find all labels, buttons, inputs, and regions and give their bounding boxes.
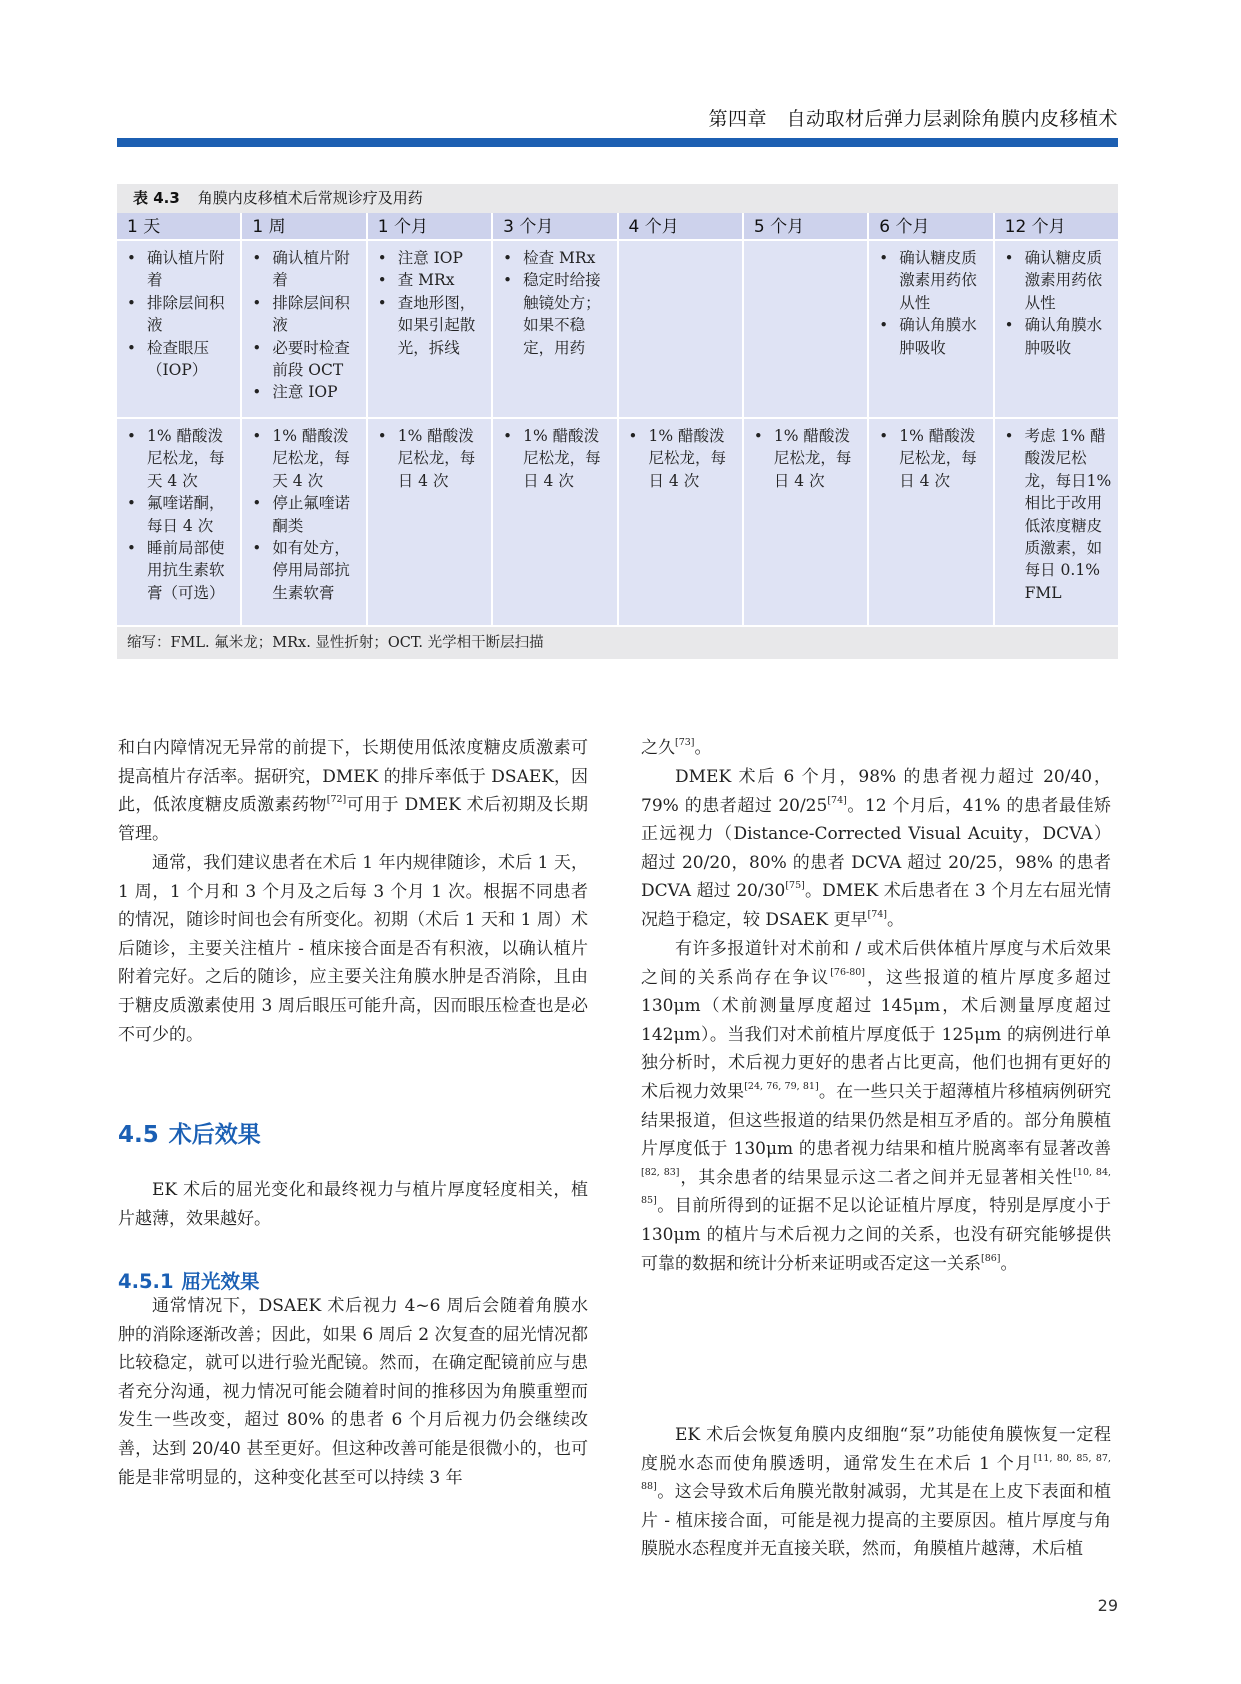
table-column-header: 5 个月 <box>744 213 869 239</box>
page-number: 29 <box>1097 1596 1118 1615</box>
paragraph-text: ，这些报道的植片厚度多超过 130μm（术前测量厚度超过 145μm，术后测量厚度超过 142μm）。当我们对术前植片厚度低于 125μm 的病例进行单独分析时，术后视力更好的患者占比更高，他们也拥有更好的术后视力效果 <box>641 967 1112 1102</box>
table-bullet-item: • 1% 醋酸泼尼松龙，每日 4 次 <box>627 425 736 492</box>
table-bullet-item: • 确认角膜水肿吸收 <box>1003 314 1112 359</box>
body-paragraph: EK 术后的屈光变化和最终视力与植片厚度轻度相关，植片越薄，效果越好。 <box>118 1180 588 1229</box>
table-bullet-item: • 检查 MRx <box>501 247 610 269</box>
subsection-title: 屈光效果 <box>181 1270 260 1293</box>
table-column-header: 3 个月 <box>493 213 618 239</box>
citation: [75] <box>785 880 805 892</box>
paragraph-text: 。在一些只关于超薄植片移植病例研究结果报道，但这些报道的结果仍然是相互矛盾的。部分角膜植片厚度低于 130μm 的患者视力结果和植片脱离率有显著改善 <box>641 1081 1112 1160</box>
body-paragraph <box>641 763 1111 935</box>
table-bullet-item: • 确认糖皮质激素用药依从性 <box>1003 247 1112 314</box>
table-bullet-item: • 氟喹诺酮，每日 4 次 <box>125 492 234 537</box>
table-bullet-item: • 必要时检查前段 OCT <box>250 337 359 382</box>
table-cell <box>242 419 367 625</box>
table-caption <box>117 184 1118 213</box>
table-cell <box>368 419 493 625</box>
table-bullet-item: • 睡前局部使用抗生素软膏（可选） <box>125 537 234 604</box>
table-cell <box>117 241 242 417</box>
table-column-header: 1 周 <box>242 213 367 239</box>
table-bullet-item: • 查地形图，如果引起散光，拆线 <box>376 292 485 359</box>
paragraph-text: 。DMEK 术后患者在 3 个月左右屈光情况趋于稳定，较 DSAEK 更早 <box>641 881 1111 930</box>
paragraph-text: DMEK 术后 6 个月，98% 的患者视力超过 20/40，79% 的患者超过 20/25 <box>641 767 1111 816</box>
table-bullet-item: • 确认角膜水肿吸收 <box>877 314 986 359</box>
table-bullet-item: • 确认植片附着 <box>250 247 359 292</box>
paragraph-text: 之久 <box>641 738 675 758</box>
table-bullet-item: • 注意 IOP <box>250 381 359 403</box>
table-cell <box>117 419 242 625</box>
section-heading <box>118 1116 261 1149</box>
paragraph-text: 。目前所得到的证据不足以论证植片厚度，特别是厚度小于 130μm 的植片与术后视力之间的关系，也没有研究能够提供可靠的数据和统计分析来证明或否定这一关系 <box>641 1196 1111 1274</box>
table-cell <box>744 241 869 417</box>
body-paragraph: 通常，我们建议患者在术后 1 年内规律随诊，术后 1 天，1 周，1 个月和 3 个月及之后每 3 个月 1 次。根据不同患者的情况，随诊时间也会有所变化。初期（术后 1 天和 1 周）术后随诊，主要关注植片 - 植床接合面是否有积液，以确认植片附着完好。之后的随诊，应主要关注角膜水肿是否消除，且由于糖皮质激素使用 3 周后眼压可能升高，因而眼压检查也是必不可少的。 <box>118 853 588 1045</box>
table-cell <box>242 241 367 417</box>
citation: [73] <box>675 737 695 748</box>
table-cell <box>995 241 1118 417</box>
section-title: 术后效果 <box>168 1122 261 1148</box>
table-column-header: 1 个月 <box>368 213 493 239</box>
table-bullet-item: • 1% 醋酸泼尼松龙，每天 4 次 <box>250 425 359 492</box>
table-row <box>117 419 1118 627</box>
paragraph-text: ，其余患者的结果显示这二者之间并无显著相关性 <box>679 1167 1074 1188</box>
table-cell <box>869 241 994 417</box>
citation: [74] <box>827 794 847 806</box>
table-bullet-item: • 稳定时给接触镜处方；如果不稳定，用药 <box>501 269 610 359</box>
table-bullet-item: • 确认植片附着 <box>125 247 234 292</box>
citation: [10, 84, 85] <box>641 1166 1112 1207</box>
table-bullet-item: • 检查眼压（IOP） <box>125 337 234 382</box>
table-cell <box>995 419 1118 625</box>
chapter-header-title: 第四章 自动取材后弹力层剥除角膜内皮移植术 <box>708 108 1118 130</box>
table-column-header: 6 个月 <box>869 213 994 239</box>
table-bullet-item: • 查 MRx <box>376 269 485 291</box>
citation: [76-80] <box>830 966 866 978</box>
table-header-row <box>117 213 1118 241</box>
table-bullet-item: • 1% 醋酸泼尼松龙，每日 4 次 <box>752 425 861 492</box>
table-column-header: 4 个月 <box>619 213 744 239</box>
paragraph-text: 和白内障情况无异常的前提下，长期使用低浓度糖皮质激素可提高植片存活率。据研究，DMEK 的排斥率低于 DSAEK，因此，低浓度糖皮质激素药物 <box>118 738 588 816</box>
table-bullet-item: • 停止氟喹诺酮类 <box>250 492 359 537</box>
table-bullet-item: • 1% 醋酸泼尼松龙，每日 4 次 <box>877 425 986 492</box>
body-paragraph <box>641 1421 1111 1564</box>
body-paragraph <box>641 734 1111 763</box>
citation: [74] <box>867 908 887 920</box>
paragraph-text: 可用于 DMEK 术后初期及长期管理。 <box>118 795 588 844</box>
citation: [86] <box>981 1252 1001 1264</box>
table-body <box>117 241 1118 627</box>
table-bullet-item: • 如有处方，停用局部抗生素软膏 <box>250 537 359 604</box>
table-column-header: 12 个月 <box>1004 217 1066 237</box>
citation: [72] <box>326 794 347 806</box>
body-paragraph <box>118 734 588 848</box>
citation: [82, 83] <box>641 1166 680 1178</box>
table-cell <box>368 241 493 417</box>
table-footnote: 缩写：FML. 氟米龙；MRx. 显性折射；OCT. 光学相干断层扫描 <box>117 627 1118 659</box>
table-cell <box>869 419 994 625</box>
table-bullet-item: • 排除层间积液 <box>125 292 234 337</box>
paragraph-text: 。 <box>887 909 904 930</box>
table-cell <box>493 241 618 417</box>
header-rule <box>117 138 1118 147</box>
paragraph-text: EK 术后会恢复角膜内皮细胞“泵”功能使角膜恢复一定程度脱水态而使角膜透明，通常发生在术后 1 个月 <box>641 1425 1111 1474</box>
citation: [24, 76, 79, 81] <box>744 1080 819 1092</box>
table-bullet-item: • 注意 IOP <box>376 247 485 269</box>
followup-table <box>117 184 1118 659</box>
subsection-number: 4.5.1 <box>118 1270 174 1293</box>
table-bullet-item: • 排除层间积液 <box>250 292 359 337</box>
citation: [11, 80, 85, 87, 88] <box>641 1452 1111 1493</box>
subsection-heading <box>118 1266 260 1294</box>
table-cell <box>619 419 744 625</box>
table-row <box>117 241 1118 419</box>
table-cell <box>619 241 744 417</box>
paragraph-text: 。12 个月后，41% 的患者最佳矫正远视力（Distance-Corrected Visual Acuity，DCVA）超过 20/20，80% 的患者 DCVA 超过 20/25，98% 的患者 DCVA 超过 20/30 <box>641 795 1111 902</box>
table-cell <box>744 419 869 625</box>
paragraph-text: 。这会导致术后角膜光散射减弱，尤其是在上皮下表面和植片 - 植床接合面，可能是视力提高的主要原因。植片厚度与角膜脱水态程度并无直接关联，然而，角膜植片越薄，术后植 <box>641 1482 1111 1560</box>
table-column-header: 1 天 <box>117 213 242 239</box>
section-number: 4.5 <box>118 1122 159 1148</box>
table-label: 表 4.3 <box>133 189 180 207</box>
body-paragraph: 通常情况下，DSAEK 术后视力 4~6 周后会随着角膜水肿的消除逐渐改善；因此，如果 6 周后 2 次复查的屈光情况都比较稳定，就可以进行验光配镜。然而，在确定配镜前应与患者充分沟通，视力情况可能会随着时间的推移因为角膜重塑而发生一些改变，超过 80% 的患者 6 个月后视力仍会继续改善，达到 20/40 甚至更好。但这种改善可能是很微小的，也可能是非常明显的，这种变化甚至可以持续 3 年 <box>118 1296 588 1488</box>
body-paragraph <box>641 935 1111 1278</box>
table-title: 角膜内皮移植术后常规诊疗及用药 <box>197 189 423 207</box>
paragraph-text: 有许多报道针对术前和 / 或术后供体植片厚度与术后效果之间的关系尚存在争议 <box>641 939 1111 988</box>
table-bullet-item: • 确认糖皮质激素用药依从性 <box>877 247 986 314</box>
table-bullet-item: • 1% 醋酸泼尼松龙，每天 4 次 <box>125 425 234 492</box>
table-bullet-item: • 考虑 1% 醋酸泼尼松龙，每日1% 相比于改用低浓度糖皮质激素，如每日 0.1% FML <box>1003 425 1112 604</box>
table-bullet-item: • 1% 醋酸泼尼松龙，每日 4 次 <box>501 425 610 492</box>
paragraph-text: 。 <box>1000 1253 1018 1274</box>
paragraph-text: 。 <box>694 738 712 758</box>
table-cell <box>493 419 618 625</box>
table-bullet-item: • 1% 醋酸泼尼松龙，每日 4 次 <box>376 425 485 492</box>
